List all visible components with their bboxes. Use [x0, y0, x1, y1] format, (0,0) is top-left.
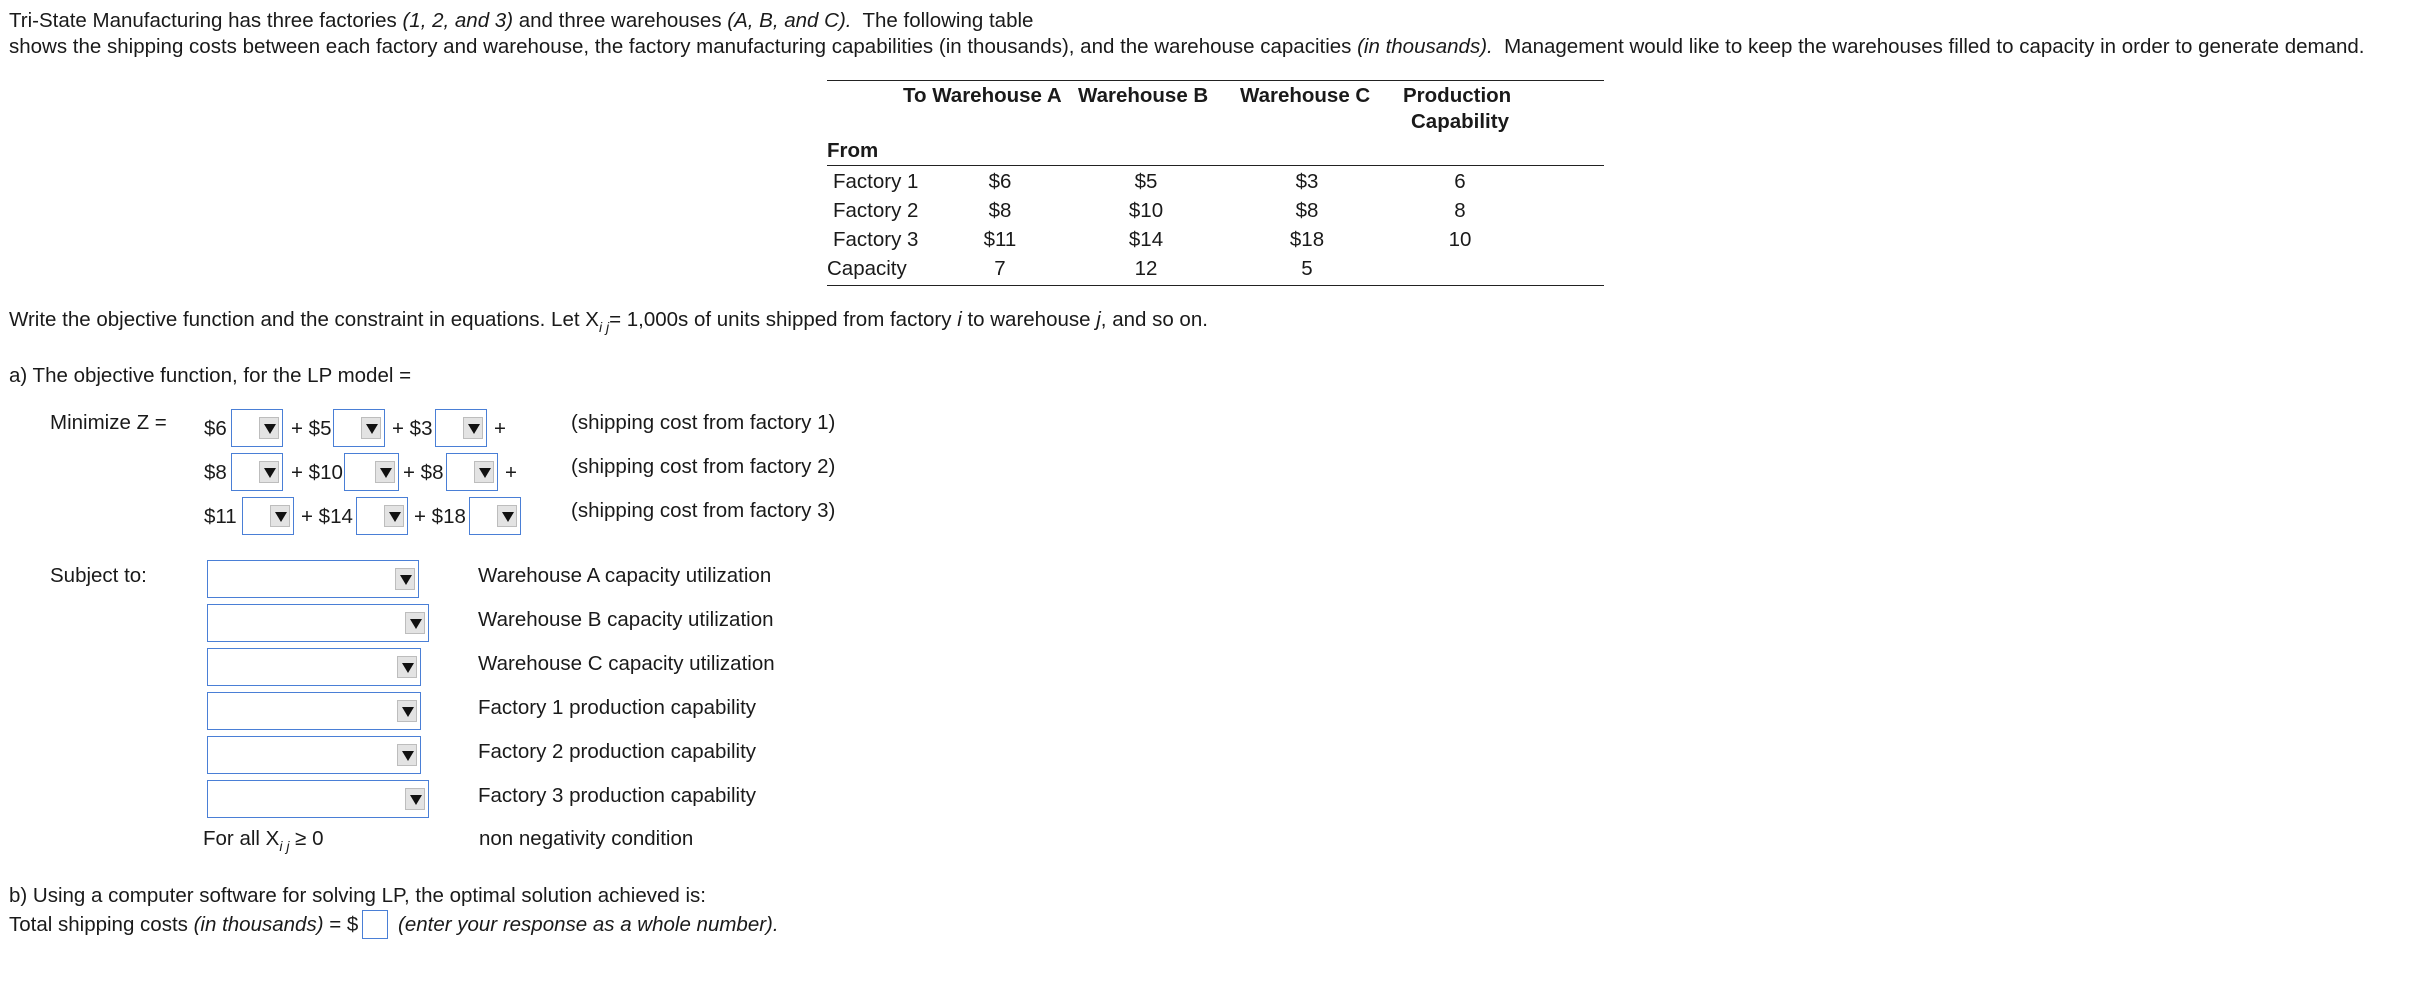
- coef-label: + $3: [392, 417, 433, 440]
- intro-line-2: [9, 37, 2365, 58]
- objective-note: (shipping cost from factory 1): [571, 411, 836, 434]
- constraint-dropdown[interactable]: [207, 648, 421, 686]
- chevron-down-icon: [405, 788, 425, 810]
- objective-var-dropdown[interactable]: [333, 409, 385, 447]
- subject-to-label: Subject to:: [50, 564, 147, 587]
- cell-c: $8: [1295, 199, 1319, 222]
- constraint-dropdown[interactable]: [207, 780, 429, 818]
- coef-label: + $10: [291, 461, 343, 484]
- total-text: = $: [323, 913, 359, 936]
- chevron-down-icon: [259, 417, 279, 439]
- chevron-down-icon: [397, 744, 417, 766]
- cell-prod: 6: [1454, 170, 1466, 193]
- condition-text: ≥ 0: [289, 827, 324, 850]
- chevron-down-icon: [270, 505, 290, 527]
- intro-text: shows the shipping costs between each factory and warehouse, the factory manufacturing capabilities (in thousands), and the warehouse capacities: [9, 35, 1358, 58]
- minimize-label: Minimize Z =: [50, 411, 167, 434]
- header-capability: Capability: [1411, 110, 1509, 133]
- total-cost-input[interactable]: [362, 910, 388, 939]
- cell-b: 12: [1134, 257, 1158, 280]
- constraint-label: Factory 2 production capability: [478, 740, 757, 763]
- chevron-down-icon: [259, 461, 279, 483]
- row-label: Factory 2: [833, 199, 919, 222]
- cell-prod: 10: [1448, 228, 1472, 251]
- chevron-down-icon: [361, 417, 381, 439]
- constraint-dropdown[interactable]: [207, 560, 419, 598]
- chevron-down-icon: [397, 700, 417, 722]
- constraint-dropdown[interactable]: [207, 736, 421, 774]
- answer-hint: (enter your response as a whole number).: [398, 913, 779, 936]
- instruction-text: j: [1096, 308, 1101, 331]
- objective-var-dropdown[interactable]: [446, 453, 498, 491]
- objective-note: (shipping cost from factory 2): [571, 455, 836, 478]
- instruction-text: to warehouse: [961, 308, 1097, 331]
- instruction: [9, 308, 1208, 335]
- constraint-label: Warehouse B capacity utilization: [478, 608, 774, 631]
- cell-c: 5: [1301, 257, 1313, 280]
- cell-a: $6: [988, 170, 1012, 193]
- coef-label: + $5: [291, 417, 332, 440]
- objective-var-dropdown[interactable]: [231, 409, 283, 447]
- cell-b: $5: [1134, 170, 1158, 193]
- constraint-label: Warehouse C capacity utilization: [478, 652, 775, 675]
- header-from: From: [827, 139, 879, 162]
- cell-b: $14: [1128, 228, 1164, 251]
- cell-c: $18: [1289, 228, 1325, 251]
- header-warehouse-c: Warehouse C: [1240, 84, 1371, 107]
- cell-b: $10: [1128, 199, 1164, 222]
- constraint-dropdown[interactable]: [207, 604, 429, 642]
- subscript: i j: [598, 319, 610, 335]
- constraint-label: Warehouse A capacity utilization: [478, 564, 772, 587]
- constraint-label: Factory 3 production capability: [478, 784, 757, 807]
- for-all-condition: [203, 827, 324, 854]
- cell-a: $11: [983, 228, 1017, 251]
- header-production: Production: [1403, 84, 1512, 107]
- chevron-down-icon: [375, 461, 395, 483]
- coef-label: $8: [204, 461, 227, 484]
- objective-var-dropdown[interactable]: [435, 409, 487, 447]
- cell-c: $3: [1295, 170, 1319, 193]
- coef-label: $11: [204, 505, 237, 528]
- row-label: Factory 3: [833, 228, 919, 251]
- chevron-down-icon: [463, 417, 483, 439]
- chevron-down-icon: [395, 568, 415, 590]
- objective-var-dropdown[interactable]: [356, 497, 408, 535]
- table-header-rule: [827, 165, 1604, 166]
- intro-text: (in thousands).: [1357, 35, 1493, 58]
- instruction-text: i: [957, 308, 962, 331]
- intro-text: (A, B, and C).: [727, 9, 852, 32]
- cell-a: 7: [994, 257, 1006, 280]
- intro-text: Tri-State Manufacturing has three factories: [9, 9, 403, 32]
- nonneg-label: non negativity condition: [479, 827, 694, 850]
- header-warehouse-b: Warehouse B: [1078, 84, 1209, 107]
- objective-note: (shipping cost from factory 3): [571, 499, 836, 522]
- condition-text: For all X: [203, 827, 280, 850]
- header-warehouse-a: To Warehouse A: [903, 84, 1062, 107]
- intro-line-1: [9, 11, 1033, 32]
- coef-label: $6: [204, 417, 227, 440]
- plus-sign: +: [494, 417, 506, 440]
- objective-var-dropdown[interactable]: [242, 497, 294, 535]
- coef-label: + $18: [414, 505, 466, 528]
- intro-text: The following table: [851, 9, 1034, 32]
- chevron-down-icon: [497, 505, 517, 527]
- objective-var-dropdown[interactable]: [469, 497, 521, 535]
- intro-text: and three warehouses: [513, 9, 728, 32]
- total-text: Total shipping costs: [9, 913, 194, 936]
- objective-var-dropdown[interactable]: [344, 453, 399, 491]
- plus-sign: +: [505, 461, 517, 484]
- row-label: Capacity: [827, 257, 907, 280]
- total-text: (in thousands): [193, 913, 324, 936]
- coef-label: + $14: [301, 505, 353, 528]
- cell-a: $8: [988, 199, 1012, 222]
- row-label: Factory 1: [833, 170, 919, 193]
- constraint-label: Factory 1 production capability: [478, 696, 757, 719]
- chevron-down-icon: [397, 656, 417, 678]
- objective-var-dropdown[interactable]: [231, 453, 283, 491]
- part-b-title: b) Using a computer software for solving LP, the optimal solution achieved is:: [9, 884, 706, 907]
- constraint-dropdown[interactable]: [207, 692, 421, 730]
- table-bottom-rule: [827, 285, 1604, 286]
- chevron-down-icon: [474, 461, 494, 483]
- part-a-title: a) The objective function, for the LP model =: [9, 364, 412, 387]
- coef-label: + $8: [403, 461, 444, 484]
- table-top-rule: [827, 80, 1604, 81]
- total-cost-line: [9, 915, 358, 936]
- cell-prod: 8: [1454, 199, 1466, 222]
- chevron-down-icon: [384, 505, 404, 527]
- instruction-text: Write the objective function and the constraint in equations. Let X: [9, 308, 599, 331]
- intro-text: (1, 2, and 3): [402, 9, 514, 32]
- instruction-text: , and so on.: [1100, 308, 1208, 331]
- subscript: i j: [279, 838, 290, 854]
- intro-text: Management would like to keep the warehouses filled to capacity in order to generate demand.: [1492, 35, 2365, 58]
- instruction-text: = 1,000s of units shipped from factory: [609, 308, 958, 331]
- chevron-down-icon: [405, 612, 425, 634]
